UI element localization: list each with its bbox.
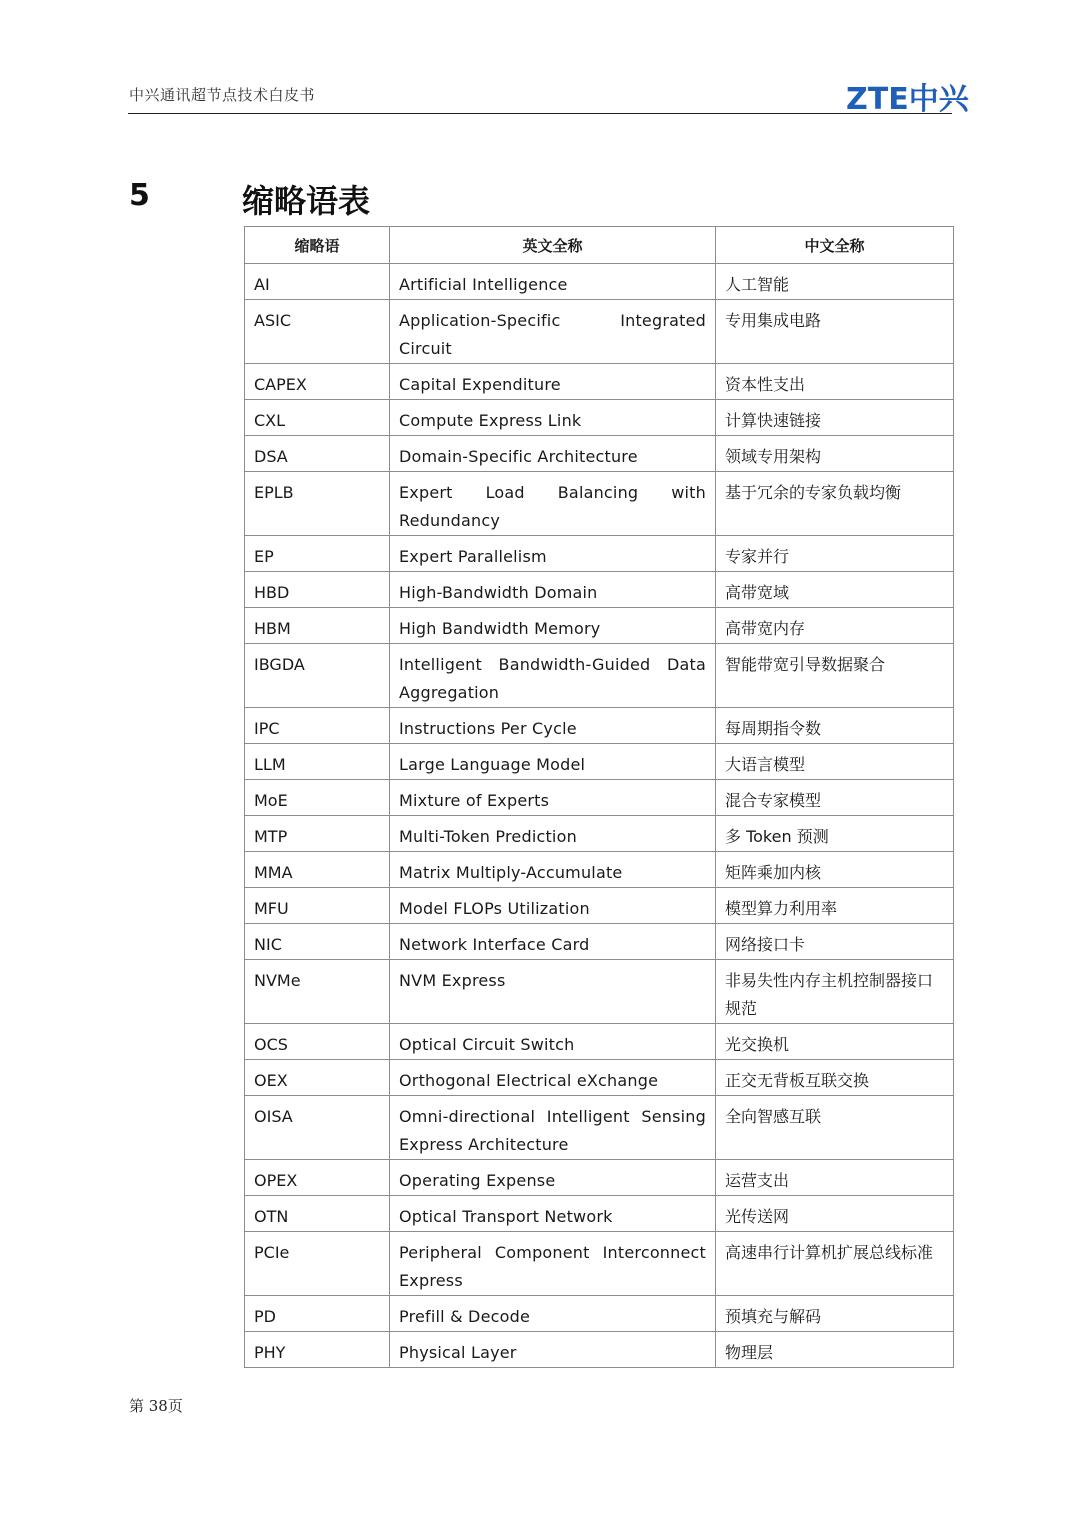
chinese-cell: 智能带宽引导数据聚合 <box>716 644 954 708</box>
table-row <box>245 1160 954 1196</box>
abbr-cell: ASIC <box>245 300 390 364</box>
chinese-cell: 混合专家模型 <box>716 780 954 816</box>
table-row <box>245 1096 954 1160</box>
table-row <box>245 888 954 924</box>
english-cell: Large Language Model <box>390 744 716 780</box>
zte-logo: ZTE中兴 <box>846 82 969 117</box>
page-number: 第 38页 <box>129 1397 183 1415</box>
abbreviation-table <box>244 226 954 1368</box>
table-row <box>245 816 954 852</box>
table-row <box>245 364 954 400</box>
chinese-cell: 正交无背板互联交换 <box>716 1060 954 1096</box>
table-row <box>245 744 954 780</box>
english-cell: Instructions Per Cycle <box>390 708 716 744</box>
header-divider <box>128 113 952 114</box>
chinese-cell: 高带宽内存 <box>716 608 954 644</box>
table-header-row <box>245 227 954 264</box>
table-row <box>245 1332 954 1368</box>
chinese-cell: 领域专用架构 <box>716 436 954 472</box>
english-cell: Capital Expenditure <box>390 364 716 400</box>
abbr-cell: OISA <box>245 1096 390 1160</box>
english-cell: Network Interface Card <box>390 924 716 960</box>
table-row <box>245 436 954 472</box>
column-header-english: 英文全称 <box>390 227 716 264</box>
abbr-cell: IPC <box>245 708 390 744</box>
english-cell: Application-Specific Integrated Circuit <box>390 300 716 364</box>
chinese-cell: 高带宽域 <box>716 572 954 608</box>
chinese-cell: 光交换机 <box>716 1024 954 1060</box>
abbr-cell: IBGDA <box>245 644 390 708</box>
table-row <box>245 472 954 536</box>
abbr-cell: PCIe <box>245 1232 390 1296</box>
abbr-cell: NVMe <box>245 960 390 1024</box>
english-cell: Intelligent Bandwidth-Guided Data Aggregation <box>390 644 716 708</box>
chinese-cell: 专家并行 <box>716 536 954 572</box>
chinese-cell: 物理层 <box>716 1332 954 1368</box>
english-cell: Expert Load Balancing with Redundancy <box>390 472 716 536</box>
english-cell: Physical Layer <box>390 1332 716 1368</box>
chinese-cell: 运营支出 <box>716 1160 954 1196</box>
chinese-cell: 高速串行计算机扩展总线标准 <box>716 1232 954 1296</box>
chinese-cell: 每周期指令数 <box>716 708 954 744</box>
chinese-cell: 网络接口卡 <box>716 924 954 960</box>
chinese-cell: 计算快速链接 <box>716 400 954 436</box>
table-row <box>245 780 954 816</box>
column-header-abbr: 缩略语 <box>245 227 390 264</box>
abbr-cell: EPLB <box>245 472 390 536</box>
abbr-cell: OEX <box>245 1060 390 1096</box>
english-cell: Artificial Intelligence <box>390 264 716 300</box>
english-cell: Matrix Multiply-Accumulate <box>390 852 716 888</box>
chinese-cell: 资本性支出 <box>716 364 954 400</box>
english-cell: Expert Parallelism <box>390 536 716 572</box>
abbr-cell: MFU <box>245 888 390 924</box>
english-cell: Model FLOPs Utilization <box>390 888 716 924</box>
table-row <box>245 1232 954 1296</box>
english-cell: NVM Express <box>390 960 716 1024</box>
chinese-cell: 矩阵乘加内核 <box>716 852 954 888</box>
english-cell: Operating Expense <box>390 1160 716 1196</box>
table-row <box>245 924 954 960</box>
table-row <box>245 608 954 644</box>
english-cell: Mixture of Experts <box>390 780 716 816</box>
abbr-cell: EP <box>245 536 390 572</box>
english-cell: Optical Transport Network <box>390 1196 716 1232</box>
abbr-cell: PD <box>245 1296 390 1332</box>
chinese-cell: 非易失性内存主机控制器接口规范 <box>716 960 954 1024</box>
section-number: 5 <box>129 178 150 213</box>
table-row <box>245 572 954 608</box>
column-header-chinese: 中文全称 <box>716 227 954 264</box>
abbr-cell: DSA <box>245 436 390 472</box>
english-cell: Orthogonal Electrical eXchange <box>390 1060 716 1096</box>
abbr-cell: AI <box>245 264 390 300</box>
chinese-cell: 专用集成电路 <box>716 300 954 364</box>
table-row <box>245 1060 954 1096</box>
table-row <box>245 536 954 572</box>
abbr-cell: MoE <box>245 780 390 816</box>
table-row <box>245 960 954 1024</box>
table-row <box>245 1024 954 1060</box>
abbr-cell: OPEX <box>245 1160 390 1196</box>
abbr-cell: OTN <box>245 1196 390 1232</box>
table-row <box>245 300 954 364</box>
abbr-cell: NIC <box>245 924 390 960</box>
english-cell: Optical Circuit Switch <box>390 1024 716 1060</box>
english-cell: Compute Express Link <box>390 400 716 436</box>
abbr-cell: CXL <box>245 400 390 436</box>
table-row <box>245 644 954 708</box>
abbr-cell: MMA <box>245 852 390 888</box>
abbr-cell: HBM <box>245 608 390 644</box>
abbr-cell: LLM <box>245 744 390 780</box>
chinese-cell: 模型算力利用率 <box>716 888 954 924</box>
english-cell: Domain-Specific Architecture <box>390 436 716 472</box>
table-row <box>245 400 954 436</box>
english-cell: High Bandwidth Memory <box>390 608 716 644</box>
abbr-cell: PHY <box>245 1332 390 1368</box>
table-row <box>245 1296 954 1332</box>
english-cell: Peripheral Component Interconnect Express <box>390 1232 716 1296</box>
chinese-cell: 大语言模型 <box>716 744 954 780</box>
chinese-cell: 基于冗余的专家负载均衡 <box>716 472 954 536</box>
document-title: 中兴通讯超节点技术白皮书 <box>129 86 316 104</box>
table-row <box>245 264 954 300</box>
english-cell: Multi-Token Prediction <box>390 816 716 852</box>
english-cell: Prefill & Decode <box>390 1296 716 1332</box>
chinese-cell: 光传送网 <box>716 1196 954 1232</box>
table-row <box>245 852 954 888</box>
chinese-cell: 多 Token 预测 <box>716 816 954 852</box>
table-row <box>245 1196 954 1232</box>
english-cell: Omni-directional Intelligent Sensing Express Architecture <box>390 1096 716 1160</box>
chinese-cell: 人工智能 <box>716 264 954 300</box>
section-title: 缩略语表 <box>242 182 371 220</box>
abbr-cell: CAPEX <box>245 364 390 400</box>
english-cell: High-Bandwidth Domain <box>390 572 716 608</box>
chinese-cell: 预填充与解码 <box>716 1296 954 1332</box>
abbr-cell: OCS <box>245 1024 390 1060</box>
abbr-cell: HBD <box>245 572 390 608</box>
chinese-cell: 全向智感互联 <box>716 1096 954 1160</box>
abbr-cell: MTP <box>245 816 390 852</box>
table-row <box>245 708 954 744</box>
